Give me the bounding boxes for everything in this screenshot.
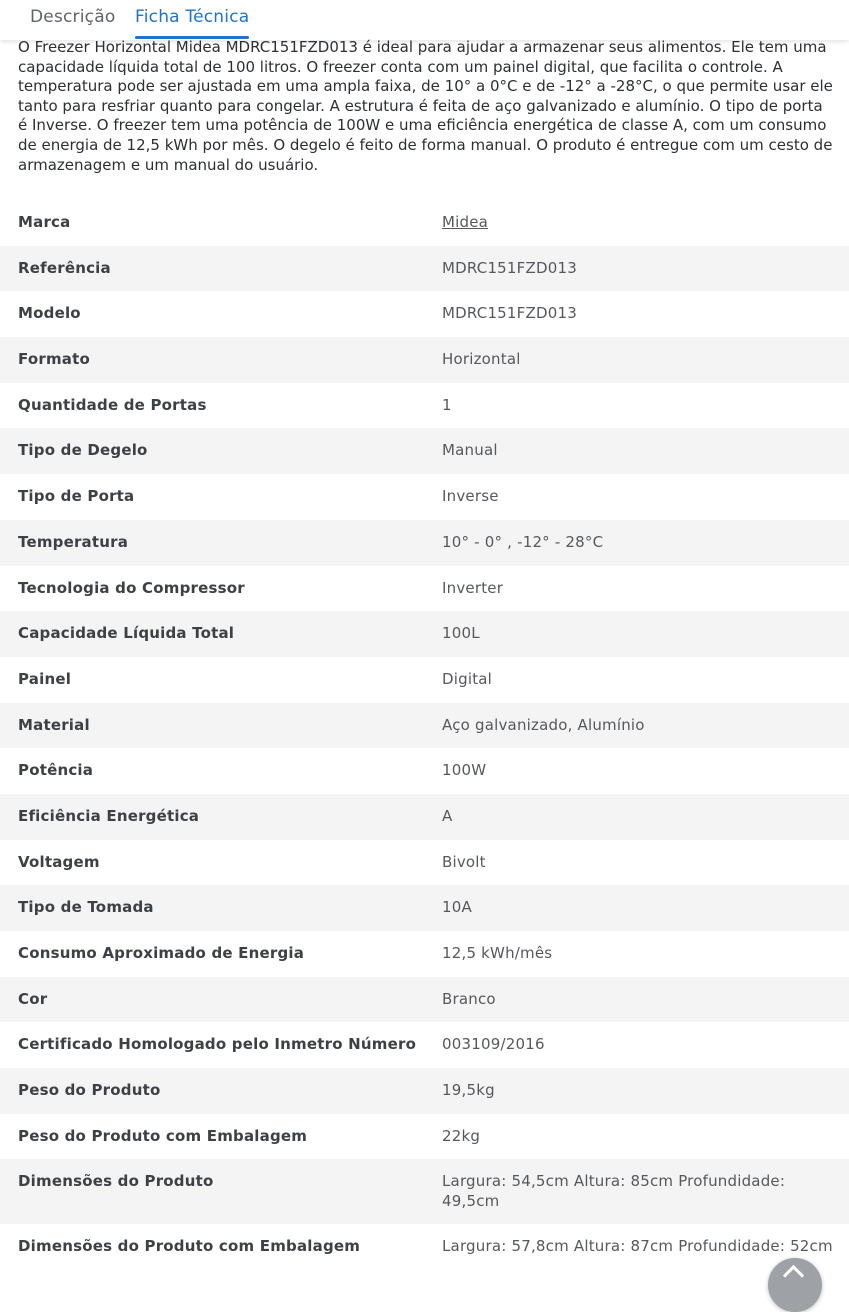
spec-row — [0, 748, 849, 794]
scroll-to-top-button[interactable] — [768, 1258, 822, 1312]
spec-row — [0, 566, 849, 612]
product-description: O Freezer Horizontal Midea MDRC151FZD013 é ideal para ajudar a armazenar seus alimentos. Ele tem uma capacidade líquida total de 100 litros. O freezer conta com um painel digital, que facilita o controle. A temperatura pode ser ajustada em uma ampla faixa, de 10° a 0°C e de -12° a -28°C, o que permite usar ele tanto para resfriar quanto para congelar. A estrutura é feita de aço galvanizado e alumínio. O tipo de porta é Inverse. O freezer tem uma potência de 100W e uma eficiência energética de classe A, com um consumo de energia de 12,5 kWh por mês. O degelo é feito de forma manual. O produto é entregue com um cesto de armazenagem e um manual do usuário. — [18, 38, 833, 174]
spec-value: A — [442, 806, 453, 825]
spec-value: Bivolt — [442, 852, 486, 871]
brand-link[interactable]: Midea — [442, 213, 489, 231]
spec-value: Manual — [442, 441, 498, 460]
spec-key: Consumo Aproximado de Energia — [18, 944, 305, 962]
spec-key: Capacidade Líquida Total — [18, 624, 235, 643]
spec-value: 10A — [442, 898, 472, 917]
spec-row — [0, 1224, 849, 1270]
spec-key: Temperatura — [18, 532, 129, 551]
spec-row — [0, 1114, 849, 1160]
spec-value: MDRC151FZD013 — [442, 304, 577, 323]
spec-value: 10° - 0° , -12° - 28°C — [442, 532, 604, 551]
spec-key: Tipo de Porta — [18, 487, 135, 506]
spec-value: Digital — [442, 669, 493, 688]
spec-row — [0, 611, 849, 657]
spec-value: 100W — [442, 761, 487, 780]
spec-row — [0, 1022, 849, 1068]
spec-row — [0, 931, 849, 977]
spec-value: Largura: 57,8cm Altura: 87cm Profundidade: 52cm — [442, 1237, 833, 1256]
spec-key: Potência — [18, 761, 94, 780]
spec-key: Material — [18, 715, 90, 734]
spec-row — [0, 337, 849, 383]
spec-key: Cor — [18, 989, 48, 1008]
spec-key: Marca — [18, 213, 71, 231]
spec-row — [0, 703, 849, 749]
spec-key: Tipo de Tomada — [18, 898, 154, 917]
spec-value: Inverse — [442, 487, 499, 506]
spec-key: Tipo de Degelo — [18, 441, 148, 460]
spec-key: Modelo — [18, 304, 81, 323]
spec-row — [0, 657, 849, 703]
spec-key: Dimensões do Produto com Embalagem — [18, 1237, 361, 1256]
spec-key: Voltagem — [18, 852, 100, 871]
spec-key: Formato — [18, 350, 90, 369]
spec-value: Horizontal — [442, 350, 521, 369]
spec-row — [0, 246, 849, 292]
spec-value: 19,5kg — [442, 1081, 495, 1100]
spec-row — [0, 383, 849, 429]
spec-value: 22kg — [442, 1126, 481, 1145]
spec-value: Branco — [442, 989, 496, 1008]
spec-row — [0, 1068, 849, 1114]
spec-value: 100L — [442, 624, 480, 643]
spec-key: Quantidade de Portas — [18, 395, 207, 414]
spec-value: 12,5 kWh/mês — [442, 944, 553, 962]
spec-table — [0, 200, 849, 1270]
spec-row — [0, 520, 849, 566]
spec-key: Eficiência Energética — [18, 806, 200, 825]
spec-row — [0, 291, 849, 337]
spec-value: MDRC151FZD013 — [442, 258, 577, 277]
spec-row — [0, 200, 849, 246]
spec-value: 003109/2016 — [442, 1035, 545, 1054]
spec-value: Largura: 54,5cm Altura: 85cm Profundidade: 49,5cm — [442, 1172, 786, 1211]
spec-key: Peso do Produto — [18, 1081, 161, 1100]
spec-row — [0, 840, 849, 886]
spec-row — [0, 1159, 849, 1224]
spec-row — [0, 474, 849, 520]
spec-key: Dimensões do Produto — [18, 1172, 214, 1191]
spec-key: Tecnologia do Compressor — [18, 578, 245, 597]
tab-bar — [0, 0, 849, 40]
spec-row — [0, 885, 849, 931]
spec-row — [0, 794, 849, 840]
spec-value: Inverter — [442, 578, 504, 597]
tab-ficha-tecnica[interactable]: Ficha Técnica — [135, 7, 250, 27]
tab-descricao[interactable]: Descrição — [30, 7, 116, 27]
spec-row — [0, 428, 849, 474]
spec-key: Certificado Homologado pelo Inmetro Número — [18, 1035, 417, 1054]
spec-key: Referência — [18, 258, 111, 277]
spec-key: Peso do Produto com Embalagem — [18, 1126, 308, 1145]
spec-key: Painel — [18, 669, 72, 688]
spec-row — [0, 977, 849, 1023]
spec-value: 1 — [442, 395, 452, 414]
spec-value: Aço galvanizado, Alumínio — [442, 715, 645, 734]
chevron-up-icon — [783, 1265, 804, 1286]
